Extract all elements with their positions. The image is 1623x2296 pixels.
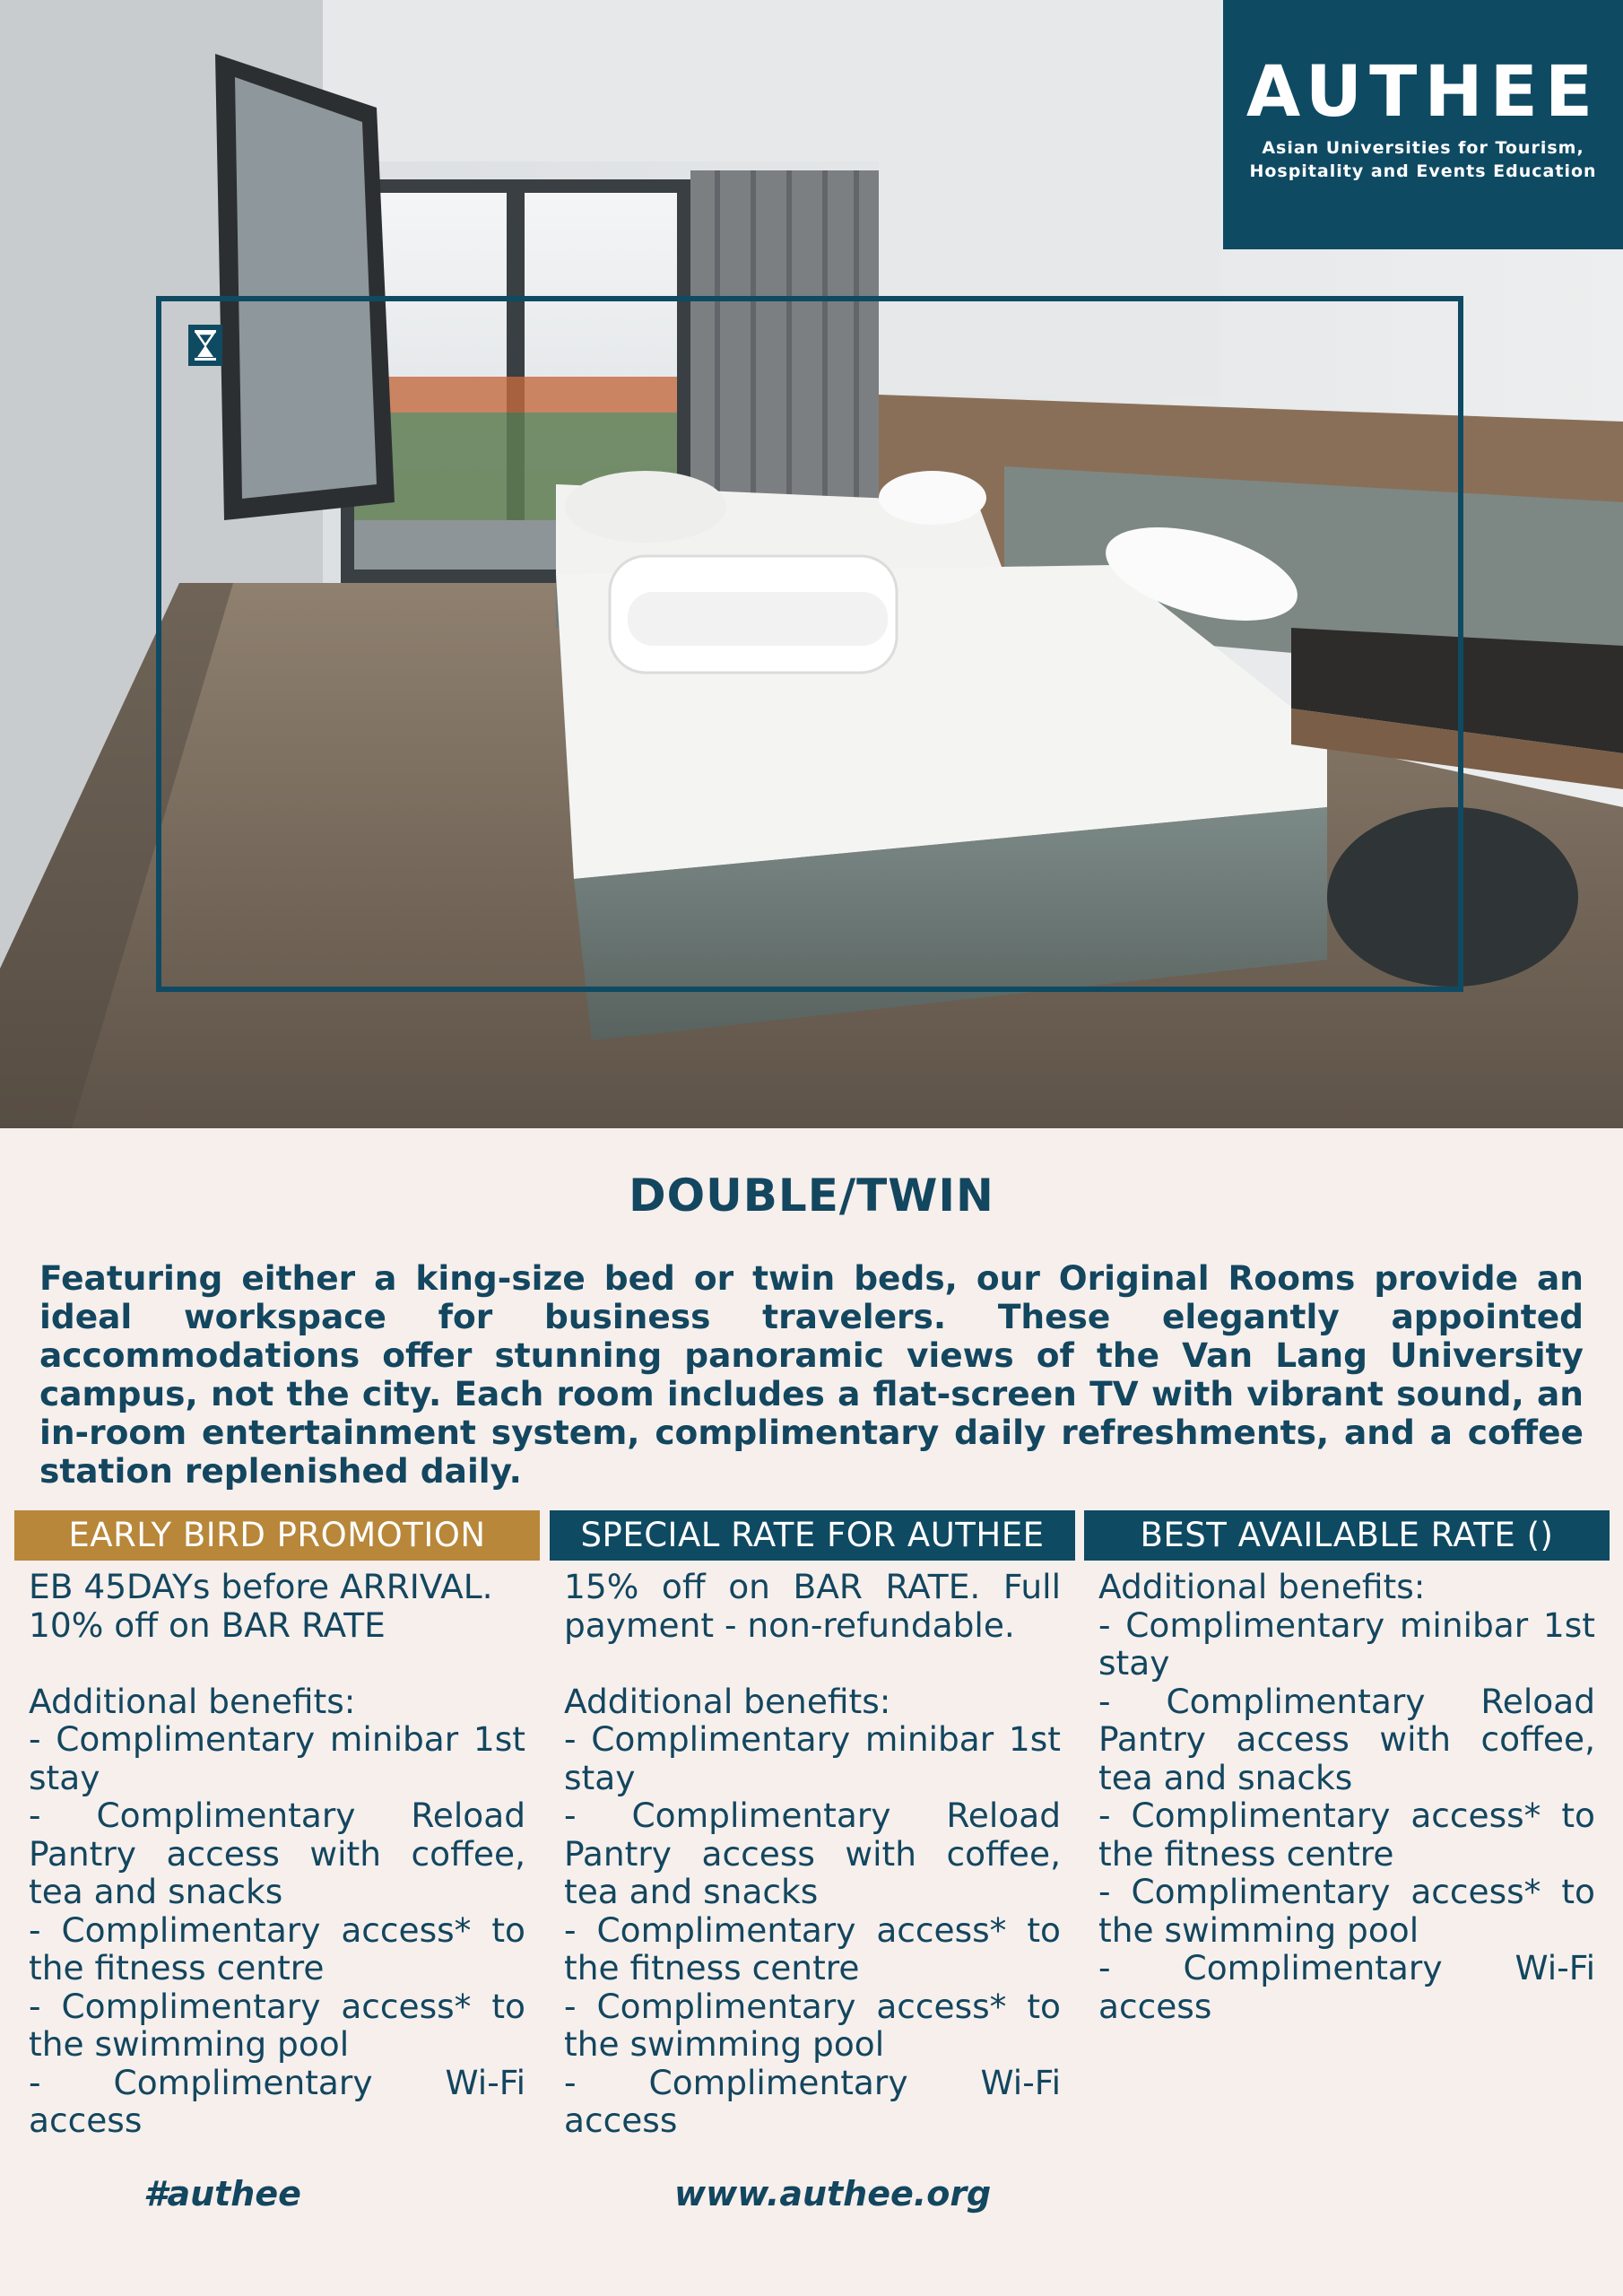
rate-header: BEST AVAILABLE RATE () (1084, 1510, 1610, 1561)
benefit-item: - Complimentary access* to the fitness centre (564, 1909, 1061, 1987)
benefit-item: - Complimentary access* to the swimming pool (1098, 1872, 1595, 1950)
benefit-item: - Complimentary access* to the swimming pool (564, 1986, 1061, 2064)
benefit-item: - Complimentary Reload Pantry access with coffee, tea and snacks (564, 1796, 1061, 1911)
logo-subtitle-line-2: Hospitality and Events Education (1249, 161, 1597, 181)
logo-subtitle-line-1: Asian Universities for Tourism, (1262, 138, 1584, 158)
benefit-item: - Complimentary minibar 1st stay (1098, 1605, 1595, 1683)
hourglass-icon (188, 325, 222, 366)
benefit-item: - Complimentary Reload Pantry access with coffee, tea and snacks (1098, 1681, 1595, 1797)
rate-header: EARLY BIRD PROMOTION (14, 1510, 540, 1561)
benefit-item: - Complimentary minibar 1st stay (564, 1719, 1061, 1797)
benefit-item: - Complimentary minibar 1st stay (29, 1719, 525, 1797)
logo-title: AUTHEE (1245, 52, 1601, 133)
benefit-item: - Complimentary access* to the swimming pool (29, 1986, 525, 2064)
decorative-frame (156, 296, 1463, 992)
rate-body (550, 1561, 1075, 2140)
benefits-title: Additional benefits: (1098, 1567, 1426, 1606)
rate-column-early-bird (14, 1510, 540, 2140)
benefits-title: Additional benefits: (564, 1681, 891, 1721)
hashtag: #authee (143, 2174, 301, 2213)
rate-column-special-authee (550, 1510, 1075, 2140)
benefit-item: - Complimentary access* to the fitness centre (1098, 1796, 1595, 1874)
benefit-item: - Complimentary Wi-Fi access (1098, 1948, 1595, 2026)
room-title: DOUBLE/TWIN (629, 1170, 994, 1222)
room-description: Featuring either a king-size bed or twin beds, our Original Rooms provide an ideal workspace for business travelers. These elegantly appointed accommodations offer stunning panoramic views of the Van Lang University campus, not the city. Each room includes a flat-screen TV with vibrant sound, an in-room entertainment system, complimentary daily refreshments, and a coffee station replenished daily. (39, 1258, 1584, 1491)
logo-subtitle (1223, 136, 1623, 183)
rate-header: SPECIAL RATE FOR AUTHEE (550, 1510, 1075, 1561)
rate-column-best-available (1084, 1510, 1610, 2025)
benefit-item: - Complimentary Wi-Fi access (29, 2062, 525, 2140)
rate-intro-line: 10% off on BAR RATE (29, 1605, 386, 1645)
rate-body (14, 1561, 540, 2140)
authee-logo (1223, 0, 1623, 249)
benefit-item: - Complimentary access* to the fitness centre (29, 1909, 525, 1987)
rate-intro-line: EB 45DAYs before ARRIVAL. (29, 1567, 493, 1606)
website-link[interactable]: www.authee.org (674, 2174, 992, 2213)
rate-body (1084, 1561, 1610, 2025)
benefits-title: Additional benefits: (29, 1681, 356, 1721)
rate-intro-line: 15% off on BAR RATE. Full payment - non-refundable. (564, 1567, 1061, 1645)
benefit-item: - Complimentary Wi-Fi access (564, 2062, 1061, 2140)
benefit-item: - Complimentary Reload Pantry access with coffee, tea and snacks (29, 1796, 525, 1911)
